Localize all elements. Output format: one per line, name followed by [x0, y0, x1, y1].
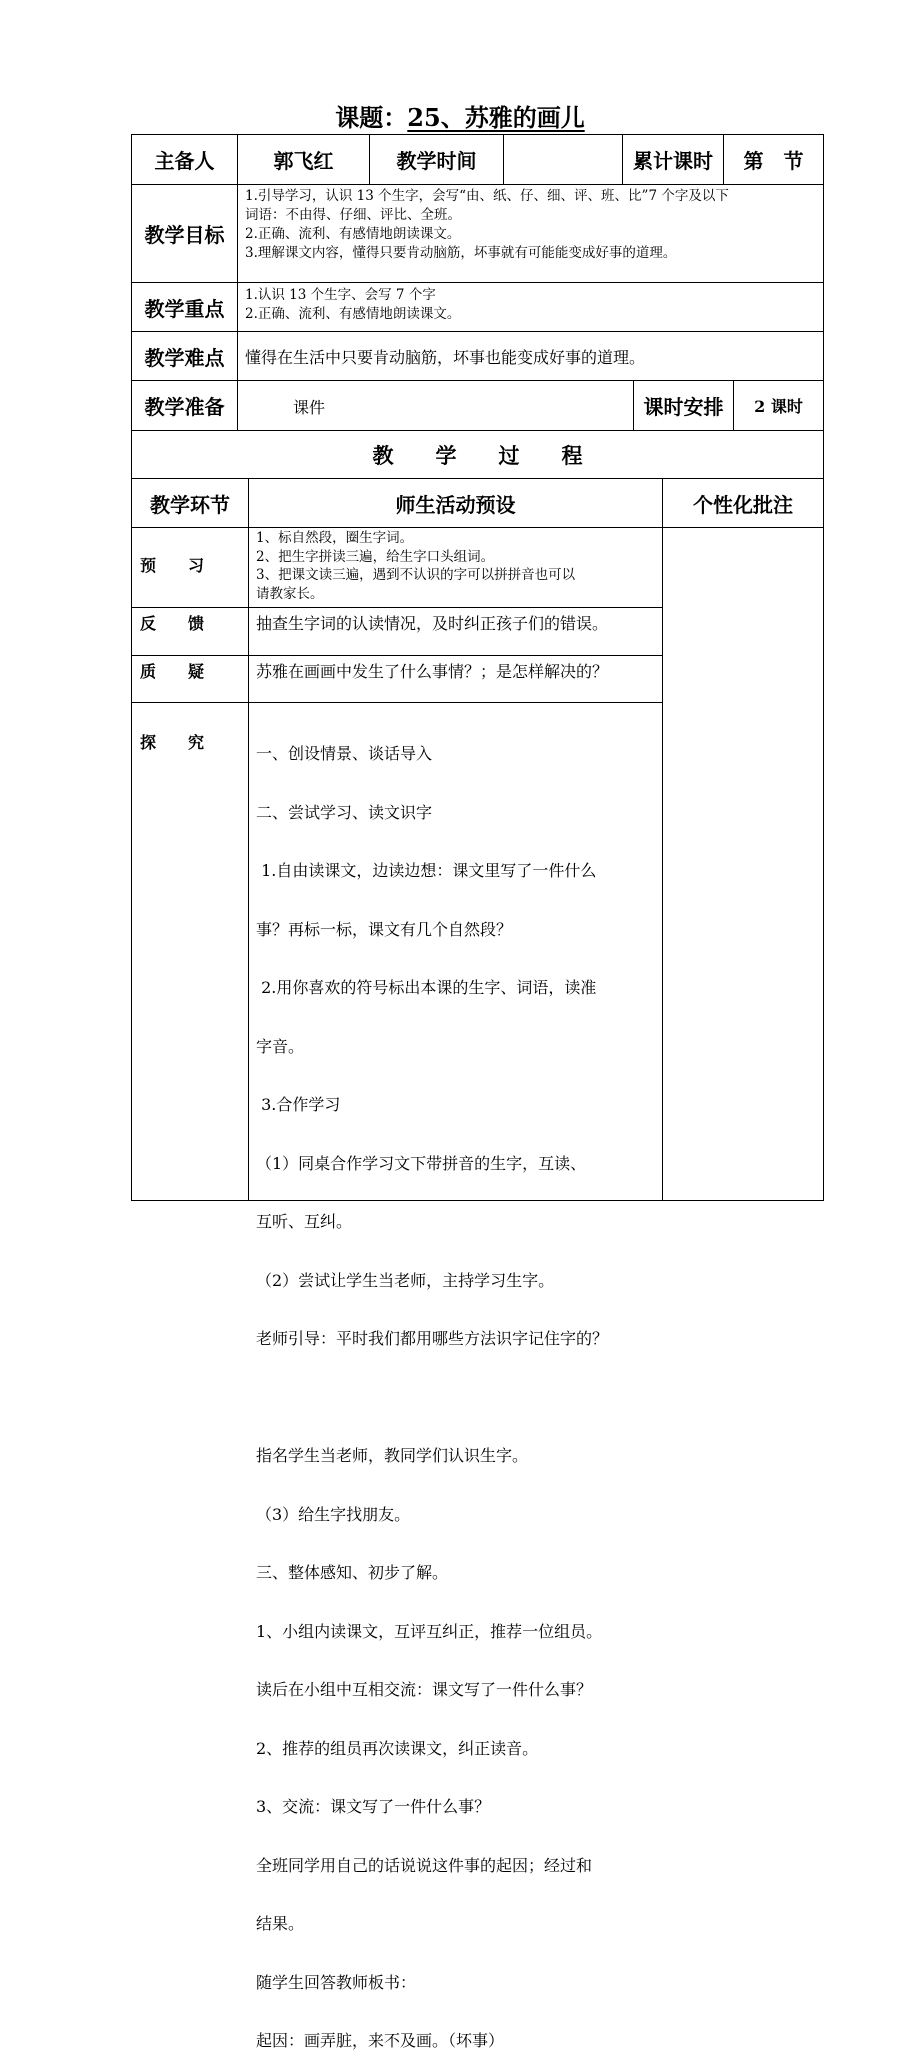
- activity-line: 苏雅在画画中发生了什么事情？；是怎样解决的？: [256, 662, 609, 681]
- stage-preview: 预 习: [140, 556, 205, 575]
- row-divider: [131, 655, 662, 656]
- difficulties-text: 懂得在生活中只要肯动脑筋，坏事也能变成好事的道理。: [245, 348, 646, 367]
- activity-line: 一、创设情景、谈话导入: [256, 744, 433, 763]
- activity-line: 指名学生当老师，教同学们认识生字。: [256, 1446, 529, 1465]
- lead-value: 郭飞红: [273, 149, 334, 173]
- row-divider: [131, 702, 662, 703]
- time-value: [504, 135, 622, 184]
- key-point-line: 2.正确、流利、有感情地朗读课文。: [245, 306, 461, 322]
- activity-line: 2、把生字拼读三遍，给生字口头组词。: [256, 548, 495, 565]
- preview-activity: [256, 529, 658, 603]
- activity-line: 全班同学用自己的话说说这件事的起因；经过和: [256, 1855, 593, 1875]
- title-prefix: 课题：: [335, 103, 408, 132]
- row-divider: [131, 607, 662, 608]
- col-activity-header: 师生活动预设: [395, 492, 516, 517]
- stage-questioning: 质 疑: [140, 662, 205, 681]
- feedback-activity: [256, 611, 660, 634]
- activity-line: 2.用你喜欢的符号标出本课的生字、词语，读准: [256, 978, 597, 997]
- lead-label: 主备人: [154, 149, 215, 173]
- process-heading: 教 学 过 程: [372, 442, 583, 468]
- lesson-name: 25、苏雅的画儿: [407, 103, 585, 132]
- activity-line: 随学生回答教师板书：: [256, 1972, 417, 1992]
- activity-line: 2、推荐的组员再次读课文，纠正读音。: [256, 1738, 539, 1758]
- stage-feedback: 反 馈: [140, 614, 205, 633]
- activity-line: （3）给生字找朋友。: [256, 1504, 411, 1524]
- activity-line: 读后在小组中互相交流：课文写了一件什么事？: [256, 1680, 593, 1699]
- prep-value: 课件: [293, 398, 326, 417]
- key-point-line: 1.认识 13 个生字、会写 7 个字: [245, 287, 436, 303]
- activity-line: 3、把课文读三遍，遇到不认识的字可以拼拼音也可以: [256, 567, 576, 583]
- questioning-activity: [256, 659, 660, 682]
- goals-content: [245, 187, 820, 263]
- activity-line: 老师引导：平时我们都用哪些方法识字记住字的？: [256, 1329, 609, 1348]
- activity-line: 请教家长。: [256, 585, 324, 602]
- table-border: [823, 134, 824, 1201]
- goal-line: 1.引导学习，认识 13 个生字，会写“由、纸、仔、细、评、班、比”7 个字及以下: [245, 188, 729, 204]
- col-notes-header: 个性化批注: [693, 492, 793, 517]
- activity-line: （1）同桌合作学习文下带拼音的生字，互读、: [256, 1153, 587, 1173]
- goal-line: 2.正确、流利、有感情地朗读课文。: [245, 226, 461, 242]
- activity-line: 1.自由读课文，边读边想：课文里写了一件什么: [256, 861, 597, 880]
- exploration-activity: [256, 705, 660, 2070]
- activity-line: [256, 1388, 660, 1408]
- key-points-label: 教学重点: [144, 296, 225, 321]
- col-stage-header: 教学环节: [150, 492, 230, 517]
- goal-line: 3.理解课文内容，懂得只要肯动脑筋，坏事就有可能能变成好事的道理。: [245, 245, 677, 261]
- col-divider: [662, 478, 663, 1201]
- schedule-value: 2 课时: [754, 397, 803, 416]
- activity-line: 1、标自然段，圈生字词。: [256, 530, 414, 546]
- activity-line: 互听、互纠。: [256, 1212, 353, 1231]
- row-divider: [131, 527, 824, 528]
- stage-exploration: 探 究: [140, 733, 205, 752]
- activity-line: 三、整体感知、初步了解。: [256, 1563, 449, 1582]
- page-title: [0, 98, 920, 133]
- activity-line: 起因：画弄脏，来不及画。（坏事）: [256, 2031, 505, 2050]
- activity-line: 3.合作学习: [256, 1095, 341, 1114]
- goals-label: 教学目标: [144, 223, 225, 247]
- time-label: 教学时间: [396, 149, 477, 173]
- section-label: 第 节: [743, 149, 804, 173]
- activity-line: （2）尝试让学生当老师，主持学习生字。: [256, 1270, 555, 1290]
- activity-line: 二、尝试学习、读文识字: [256, 802, 433, 822]
- activity-line: 3、交流：课文写了一件什么事？: [256, 1797, 491, 1816]
- difficulties-label: 教学难点: [144, 345, 225, 370]
- prep-label: 教学准备: [144, 395, 225, 419]
- activity-line: 1、小组内读课文，互评互纠正，推荐一位组员。: [256, 1621, 603, 1641]
- col-divider: [248, 478, 249, 1201]
- schedule-label: 课时安排: [643, 395, 724, 419]
- activity-line: 事？再标一标，课文有几个自然段？: [256, 919, 513, 939]
- activity-line: 抽查生字词的认读情况，及时纠正孩子们的错误。: [256, 614, 609, 633]
- goal-line: 词语：不由得、仔细、评比、全班。: [245, 207, 461, 223]
- total-hours-label: 累计课时: [633, 149, 713, 173]
- activity-line: 字音。: [256, 1036, 305, 1056]
- key-points-content: [245, 286, 820, 324]
- activity-line: 结果。: [256, 1914, 305, 1933]
